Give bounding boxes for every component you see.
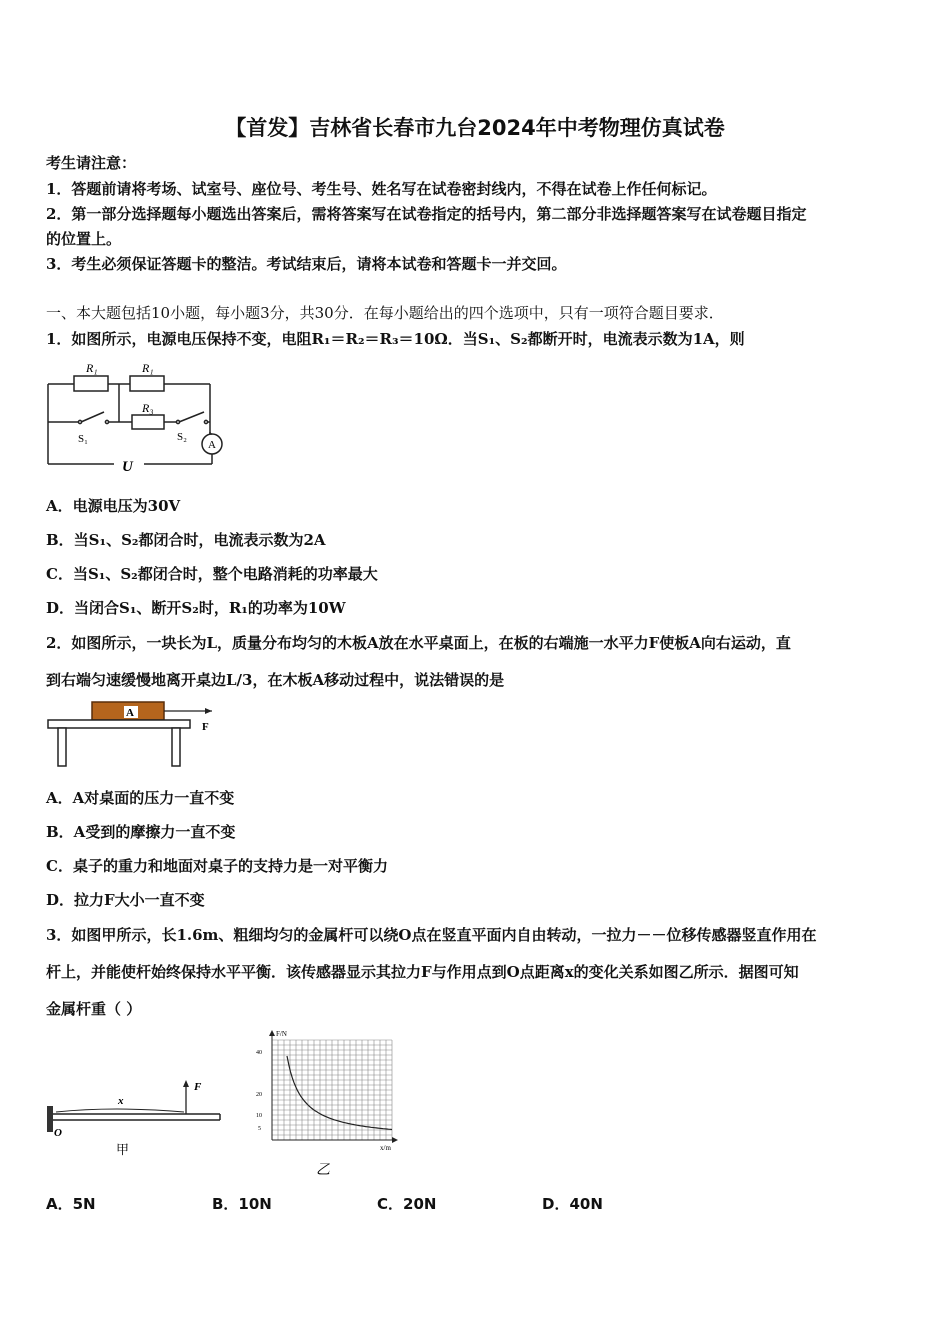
force-curve	[287, 1056, 392, 1130]
q2-option-d[interactable]: D．拉力F大小一直不变	[46, 891, 205, 909]
table-leg-right	[172, 728, 180, 766]
q1-option-d[interactable]: D．当闭合S₁、断开S₂时，R₁的功率为10W	[46, 599, 346, 617]
label-r3: R₃	[142, 401, 154, 415]
q3-lever-diagram	[44, 1050, 224, 1160]
notice-item-1: 1．答题前请将考场、试室号、座位号、考生号、姓名写在试卷密封线内，不得在试卷上作任何标记。	[46, 180, 717, 198]
notice-item-2: 2．第一部分选择题每小题选出答案后，需将答案写在试卷指定的括号内，第二部分非选择题答案写在试卷题目指定	[46, 205, 807, 223]
y-tick-40: 40	[256, 1050, 262, 1056]
q1-option-c[interactable]: C．当S₁、S₂都闭合时，整个电路消耗的功率最大	[46, 565, 378, 583]
q3-stem-line3: 金属杆重（ ）	[46, 1000, 142, 1018]
graph-grid	[272, 1040, 392, 1140]
q2-stem-line2: 到右端匀速缓慢地离开桌边L/3，在木板A移动过程中，说法错误的是	[46, 671, 505, 689]
label-s1: S₁	[78, 433, 88, 445]
resistor-r1-right	[130, 376, 164, 391]
label-r1-left: R₁	[86, 361, 98, 375]
label-x-axis: x/m	[380, 1144, 391, 1152]
q3-force-distance-graph	[252, 1028, 402, 1180]
table-top	[48, 720, 190, 728]
page-title: 【首发】吉林省长春市九台2024年中考物理仿真试卷	[225, 116, 725, 140]
caption-yi: 乙	[316, 1163, 330, 1178]
resistor-r1-left	[74, 376, 108, 391]
label-ammeter: A	[208, 439, 216, 451]
label-force-f: F	[202, 721, 209, 733]
q3-stem-line1: 3．如图甲所示，长1.6m、粗细均匀的金属杆可以绕O点在竖直平面内自由转动，一拉力－－位移传感器竖直作用在	[46, 926, 817, 944]
table-leg-left	[58, 728, 66, 766]
label-pivot-o: O	[54, 1127, 62, 1139]
label-voltage: U	[122, 459, 133, 475]
resistor-r3	[132, 415, 164, 429]
q1-stem: 1．如图所示，电源电压保持不变，电阻R₁＝R₂＝R₃＝10Ω．当S₁、S₂都断开时，电流表示数为1A，则	[46, 330, 745, 348]
notice-item-3: 3．考生必须保证答题卡的整洁。考试结束后，请将本试卷和答题卡一并交回。	[46, 255, 567, 273]
y-tick-20: 20	[256, 1092, 262, 1098]
q3-option-c[interactable]: C．20N	[377, 1195, 437, 1213]
label-y-axis: F/N	[276, 1030, 287, 1038]
q3-stem-line2: 杆上，并能使杆始终保持水平平衡．该传感器显示其拉力F与作用点到O点距离x的变化关系如图乙所示．据图可知	[46, 963, 799, 981]
q2-option-a[interactable]: A．A对桌面的压力一直不变	[46, 789, 235, 807]
label-board-a: A	[126, 707, 134, 719]
y-tick-5: 5	[258, 1126, 261, 1132]
notice-item-2-cont: 的位置上。	[46, 230, 122, 248]
y-tick-10: 10	[256, 1113, 262, 1119]
label-force: F	[194, 1081, 202, 1093]
q3-option-a[interactable]: A．5N	[46, 1195, 96, 1213]
q1-option-b[interactable]: B．当S₁、S₂都闭合时，电流表示数为2A	[46, 531, 326, 549]
q2-table-diagram	[44, 698, 224, 770]
q3-option-d[interactable]: D．40N	[542, 1195, 603, 1213]
q1-circuit-diagram	[44, 354, 234, 476]
q2-stem-line1: 2．如图所示，一块长为L，质量分布均匀的木板A放在水平桌面上，在板的右端施一水平力F使板A向右运动，直	[46, 634, 791, 652]
q2-option-c[interactable]: C．桌子的重力和地面对桌子的支持力是一对平衡力	[46, 857, 388, 875]
caption-jia: 甲	[116, 1142, 130, 1157]
wall-mount	[47, 1106, 53, 1132]
q2-option-b[interactable]: B．A受到的摩擦力一直不变	[46, 823, 236, 841]
notice-heading: 考生请注意：	[46, 154, 137, 172]
label-s2: S₂	[177, 431, 187, 443]
label-distance: x	[118, 1095, 124, 1107]
q3-option-b[interactable]: B．10N	[212, 1195, 272, 1213]
label-r1-right: R₁	[142, 361, 154, 375]
section-heading: 一、本大题包括10小题，每小题3分，共30分．在每小题给出的四个选项中，只有一项符合题目要求．	[46, 304, 724, 322]
q1-option-a[interactable]: A．电源电压为30V	[46, 497, 181, 515]
